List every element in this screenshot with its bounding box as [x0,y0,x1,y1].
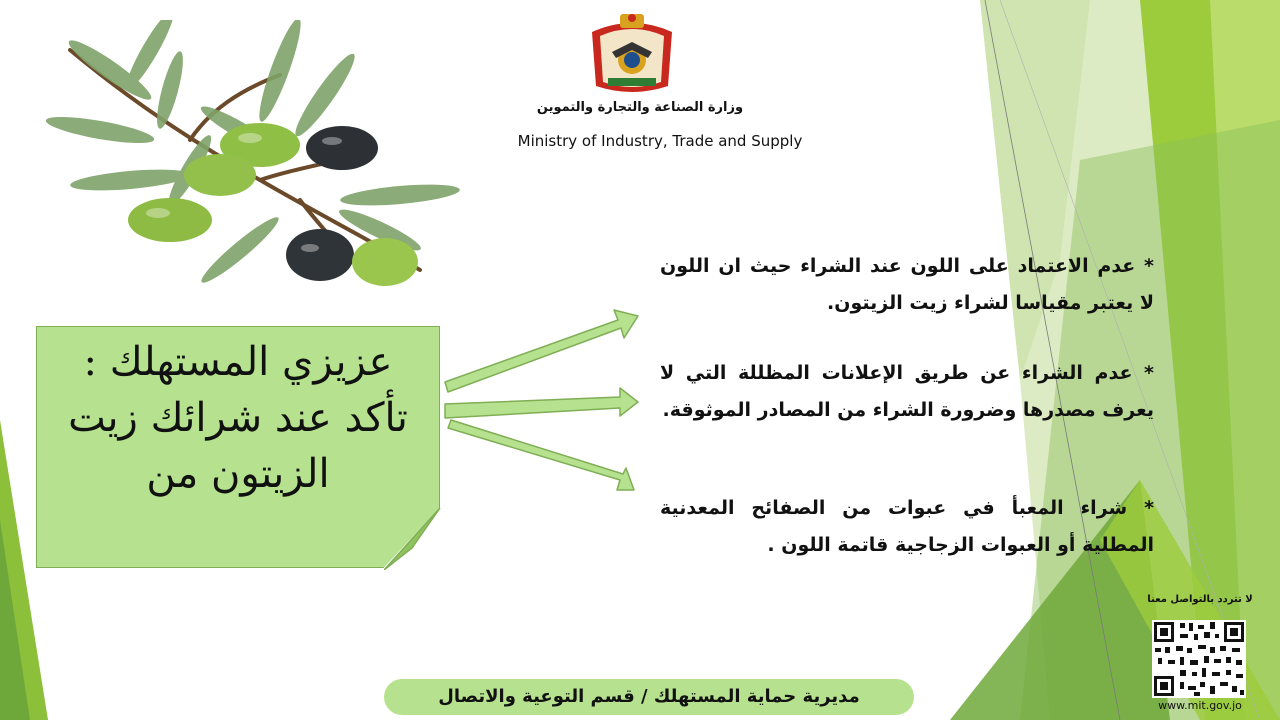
ministry-name-english: Ministry of Industry, Trade and Supply [517,132,803,150]
coat-of-arms-emblem [582,12,682,98]
website-link[interactable]: www.mit.gov.jo [1158,699,1242,712]
olive-branch-illustration [40,20,480,300]
qr-code[interactable] [1152,620,1246,698]
tip-ads: * عدم الشراء عن طريق الإعلانات المظللة التي لا يعرف مصدرها وضرورة الشراء من المصادر الموثوقة. [660,362,1154,421]
arrow-right-icon [445,310,638,392]
callout-text [46,334,430,502]
arrow-right-icon [448,420,634,490]
arrow-right-icon [445,388,638,418]
contact-label: لا تتردد بالتواصل معنا [1147,594,1253,605]
callout-line-1: عزيزي المستهلك : [83,339,393,385]
tip-color: * عدم الاعتماد على اللون عند الشراء حيث ان اللون لا يعتبر مقياسا لشراء زيت الزيتون. [660,255,1154,314]
callout-line-2: تأكد عند شرائك زيت [68,395,408,441]
tip-packaging: * شراء المعبأ في عبوات من الصفائح المعدنية المطلية أو العبوات الزجاجية قاتمة اللون . [660,497,1154,556]
arrows-group [440,300,650,510]
ministry-name-arabic: وزارة الصناعة والتجارة والتموين [536,100,744,115]
footer-department: مديرية حماية المستهلك / قسم التوعية والاتصال [384,679,914,715]
page-fold-corner [384,508,442,570]
callout-line-3: الزيتون من [146,451,330,497]
